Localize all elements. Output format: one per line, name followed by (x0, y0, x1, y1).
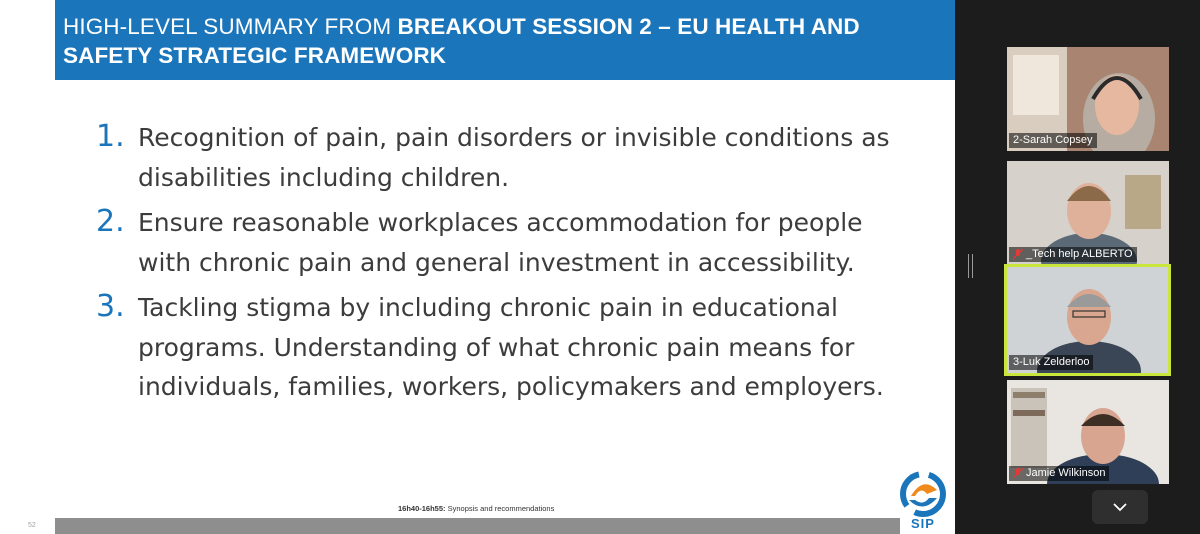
participant-name-tag (1009, 355, 1093, 370)
video-tile[interactable] (1007, 47, 1169, 151)
video-tile[interactable] (1007, 380, 1169, 484)
list-item (96, 118, 916, 197)
slide-header (55, 0, 955, 80)
slide-title (63, 12, 948, 70)
video-tile-active-speaker[interactable] (1004, 264, 1171, 376)
participant-name-tag (1009, 466, 1109, 481)
list-number: 3. (96, 289, 125, 324)
panel-resize-handle[interactable] (968, 254, 973, 278)
sip-logo (897, 470, 949, 532)
sip-logo-text: SIP (911, 516, 935, 531)
footer-bar (55, 518, 900, 534)
list-item (96, 203, 916, 282)
page-number: 52 (28, 522, 36, 529)
participant-name: Jamie Wilkinson (1026, 467, 1106, 479)
participant-name-tag (1009, 247, 1137, 262)
slide-title-bold-1: BREAKOUT SESSION 2 – EU HEALTH AND (397, 14, 860, 39)
list-text: Ensure reasonable workplaces accommodation for people with chronic pain and general investment in accessibility. (138, 208, 863, 277)
participant-name: 3-Luk Zelderloo (1013, 356, 1090, 368)
participant-name-tag (1009, 133, 1097, 148)
gallery-scroll-down-button[interactable] (1092, 490, 1148, 524)
footer-caption (398, 504, 554, 513)
recommendation-list (96, 118, 916, 413)
participant-name: 2-Sarah Copsey (1013, 134, 1093, 146)
sip-logo-icon (897, 470, 949, 518)
footer-time: 16h40-16h55: (398, 504, 446, 513)
video-gallery (955, 0, 1200, 534)
microphone-muted-icon (1013, 249, 1023, 260)
list-text: Tackling stigma by including chronic pain in educational programs. Understanding of what chronic pain means for individuals, families, workers, policymakers and employers. (138, 293, 884, 401)
slide-title-bold-2: SAFETY STRATEGIC FRAMEWORK (63, 43, 447, 68)
video-tile[interactable] (1007, 161, 1169, 265)
microphone-muted-icon (1013, 468, 1023, 479)
list-number: 1. (96, 119, 125, 154)
list-text: Recognition of pain, pain disorders or invisible conditions as disabilities including children. (138, 123, 890, 192)
list-number: 2. (96, 204, 125, 239)
participant-name: _Tech help ALBERTO (1026, 248, 1133, 260)
list-item (96, 288, 916, 407)
chevron-down-icon (1113, 503, 1127, 512)
footer-text: Synopsis and recommendations (445, 504, 555, 513)
slide-title-regular: HIGH-LEVEL SUMMARY FROM (63, 14, 398, 39)
